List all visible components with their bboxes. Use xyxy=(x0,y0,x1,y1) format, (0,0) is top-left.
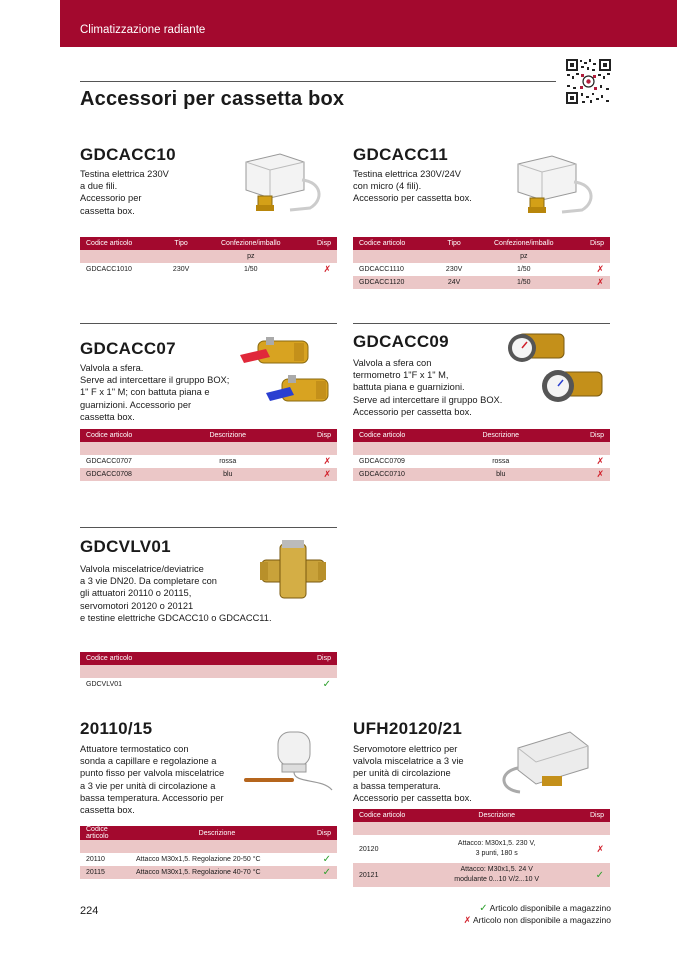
product-desc-ufh20120: Servomotore elettrico per valvola miscelatrice a 3 vie per unità di circolazione a bassa temperatura. Accessorio per cassetta box. xyxy=(353,744,472,803)
legend-available xyxy=(479,903,611,914)
code-cell: 20121 xyxy=(353,863,423,887)
section-rule xyxy=(353,323,610,324)
column-header: Descrizione xyxy=(448,429,554,442)
pack-cell: 1/50 xyxy=(474,263,574,276)
product-title-gdcacc09: GDCACC09 xyxy=(353,332,449,351)
product-title-gdcacc07: GDCACC07 xyxy=(80,339,176,358)
table-row xyxy=(80,455,337,468)
table-row xyxy=(353,263,610,276)
product-title-gdcacc11: GDCACC11 xyxy=(353,145,448,164)
spec-table-gdcacc09 xyxy=(353,429,610,481)
column-header: Disp xyxy=(570,809,610,822)
unavailable-icon: ✗ xyxy=(596,843,604,854)
product-desc-gdcacc10: Testina elettrica 230V a due fili. Accessorio per cassetta box. xyxy=(80,169,169,216)
product-desc-gdcvlv01: Valvola miscelatrice/deviatrice a 3 vie DN20. Da completare con gli attuatori 20110 o 20115, servomotori 20120 o 20121 e testine elettriche GDCACC10 o GDCACC11. xyxy=(80,564,272,623)
cross-icon: ✗ xyxy=(463,915,472,925)
product-title-gdcvlv01: GDCVLV01 xyxy=(80,537,171,556)
unavailable-icon: ✗ xyxy=(596,264,604,274)
description-line: 3 punti, 180 s xyxy=(475,850,518,857)
page-number: 224 xyxy=(80,905,99,917)
table-row xyxy=(80,678,337,691)
code-cell: GDCACC0707 xyxy=(80,455,175,468)
title-rule xyxy=(80,81,556,82)
thermometer-ball-valve-image xyxy=(500,328,610,408)
unavailable-icon: ✗ xyxy=(596,456,604,466)
column-header: Disp xyxy=(554,429,611,442)
code-cell: 20110 xyxy=(80,853,130,866)
unavailable-icon: ✗ xyxy=(323,469,331,479)
product-desc-gdcacc07: Valvola a sfera. Serve ad intercettare il gruppo BOX; 1" F x 1" M; con battuta piana e guarnizioni. Accessorio per cassetta box. xyxy=(80,363,230,422)
unit-cell: pz xyxy=(474,250,574,263)
electric-head-micro-image xyxy=(512,152,602,222)
section-title: Climatizzazione radiante xyxy=(80,24,206,36)
available-icon: ✓ xyxy=(322,867,331,878)
column-header: Tipo xyxy=(161,237,201,250)
unavailable-icon: ✗ xyxy=(323,456,331,466)
description-cell: Attacco M30x1,5. Regolazione 20-50 °C xyxy=(130,853,304,866)
column-header: Descrizione xyxy=(423,809,570,822)
electric-head-image xyxy=(240,150,330,220)
product-desc-gdcacc09: Valvola a sfera con termometro 1"F x 1" M, battuta piana e guarnizioni. Serve ad intercettare il gruppo BOX. Accessorio per cassetta box. xyxy=(353,358,503,417)
unit-cell: pz xyxy=(201,250,301,263)
code-cell: GDCACC1110 xyxy=(353,263,434,276)
pack-cell: 1/50 xyxy=(201,263,301,276)
description-cell: Attacco M30x1,5. Regolazione 40-70 °C xyxy=(130,866,304,879)
three-way-valve-image xyxy=(258,540,328,602)
code-cell: GDCACC0708 xyxy=(80,468,175,481)
column-header: Codice articolo xyxy=(353,809,423,822)
legend-unavailable-text: Articolo non disponibile a magazzino xyxy=(473,915,611,925)
description-line: modulante 0...10 V/2...10 V xyxy=(454,876,540,883)
column-header: Descrizione xyxy=(175,429,281,442)
type-cell: 230V xyxy=(161,263,201,276)
column-header: Codice articolo xyxy=(353,429,448,442)
table-row xyxy=(353,835,610,863)
pack-cell: 1/50 xyxy=(474,276,574,289)
section-rule xyxy=(80,527,337,528)
product-title-gdcacc10: GDCACC10 xyxy=(80,145,176,164)
column-header: Confezione/imballo xyxy=(201,237,301,250)
thermostatic-actuator-image xyxy=(242,728,338,798)
column-header: Codice articolo xyxy=(353,237,434,250)
column-header: Disp xyxy=(301,237,337,250)
table-row xyxy=(353,276,610,289)
type-cell: 230V xyxy=(434,263,474,276)
product-title-ufh20120: UFH20120/21 xyxy=(353,719,463,738)
code-cell: 20120 xyxy=(353,835,423,863)
table-row xyxy=(353,863,610,887)
column-header: Disp xyxy=(281,429,338,442)
table-row xyxy=(80,468,337,481)
column-header: Disp xyxy=(304,826,337,840)
description-cell: blu xyxy=(448,468,554,481)
description-cell: rossa xyxy=(175,455,281,468)
product-desc-20110: Attuatore termostatico con sonda a capillare e regolazione a punto fisso per valvola miscelatrice a 3 vie per unità di circolazione a bassa temperatura. Accessorio per cassetta box. xyxy=(80,744,225,816)
table-row xyxy=(80,866,337,879)
column-header: Descrizione xyxy=(130,826,304,840)
unavailable-icon: ✗ xyxy=(596,469,604,479)
table-row xyxy=(80,263,337,276)
spec-table-20110 xyxy=(80,826,337,879)
available-icon: ✓ xyxy=(595,869,604,881)
page-title: Accessori per cassetta box xyxy=(80,88,345,110)
table-row xyxy=(80,853,337,866)
type-cell: 24V xyxy=(434,276,474,289)
table-row xyxy=(353,455,610,468)
section-rule xyxy=(80,323,337,324)
description-line: Attacco: M30x1,5. 230 V, xyxy=(457,840,536,847)
code-cell: GDCACC1120 xyxy=(353,276,434,289)
section-header-bar xyxy=(60,0,677,47)
spec-table-ufh20120 xyxy=(353,809,610,887)
column-header: Codice articolo xyxy=(80,826,130,840)
column-header: Disp xyxy=(574,237,610,250)
servomotor-image xyxy=(496,728,602,798)
column-header: Disp xyxy=(258,652,337,665)
unavailable-icon: ✗ xyxy=(596,277,604,287)
code-cell: GDCACC0709 xyxy=(353,455,448,468)
ball-valve-image xyxy=(236,333,336,413)
legend-available-text: Articolo disponibile a magazzino xyxy=(489,903,611,913)
code-cell: GDCACC1010 xyxy=(80,263,161,276)
legend-unavailable xyxy=(464,915,611,926)
unavailable-icon: ✗ xyxy=(323,264,331,274)
available-icon: ✓ xyxy=(322,854,331,865)
code-cell: GDCACC0710 xyxy=(353,468,448,481)
code-cell: GDCVLV01 xyxy=(80,678,258,691)
product-title-20110: 20110/15 xyxy=(80,719,153,738)
spec-table-gdcacc11 xyxy=(353,237,610,289)
description-cell: blu xyxy=(175,468,281,481)
table-row xyxy=(353,468,610,481)
column-header: Tipo xyxy=(434,237,474,250)
available-icon: ✓ xyxy=(322,679,331,690)
column-header: Confezione/imballo xyxy=(474,237,574,250)
qr-code-icon xyxy=(565,58,612,105)
description-cell: rossa xyxy=(448,455,554,468)
product-desc-gdcacc11: Testina elettrica 230V/24V con micro (4 fili). Accessorio per cassetta box. xyxy=(353,169,472,204)
check-icon: ✓ xyxy=(479,903,488,914)
column-header: Codice articolo xyxy=(80,237,161,250)
description-line: Attacco: M30x1,5. 24 V xyxy=(460,866,533,873)
spec-table-gdcacc10 xyxy=(80,237,337,276)
spec-table-gdcvlv01 xyxy=(80,652,337,691)
spec-table-gdcacc07 xyxy=(80,429,337,481)
code-cell: 20115 xyxy=(80,866,130,879)
column-header: Codice articolo xyxy=(80,429,175,442)
column-header: Codice articolo xyxy=(80,652,258,665)
